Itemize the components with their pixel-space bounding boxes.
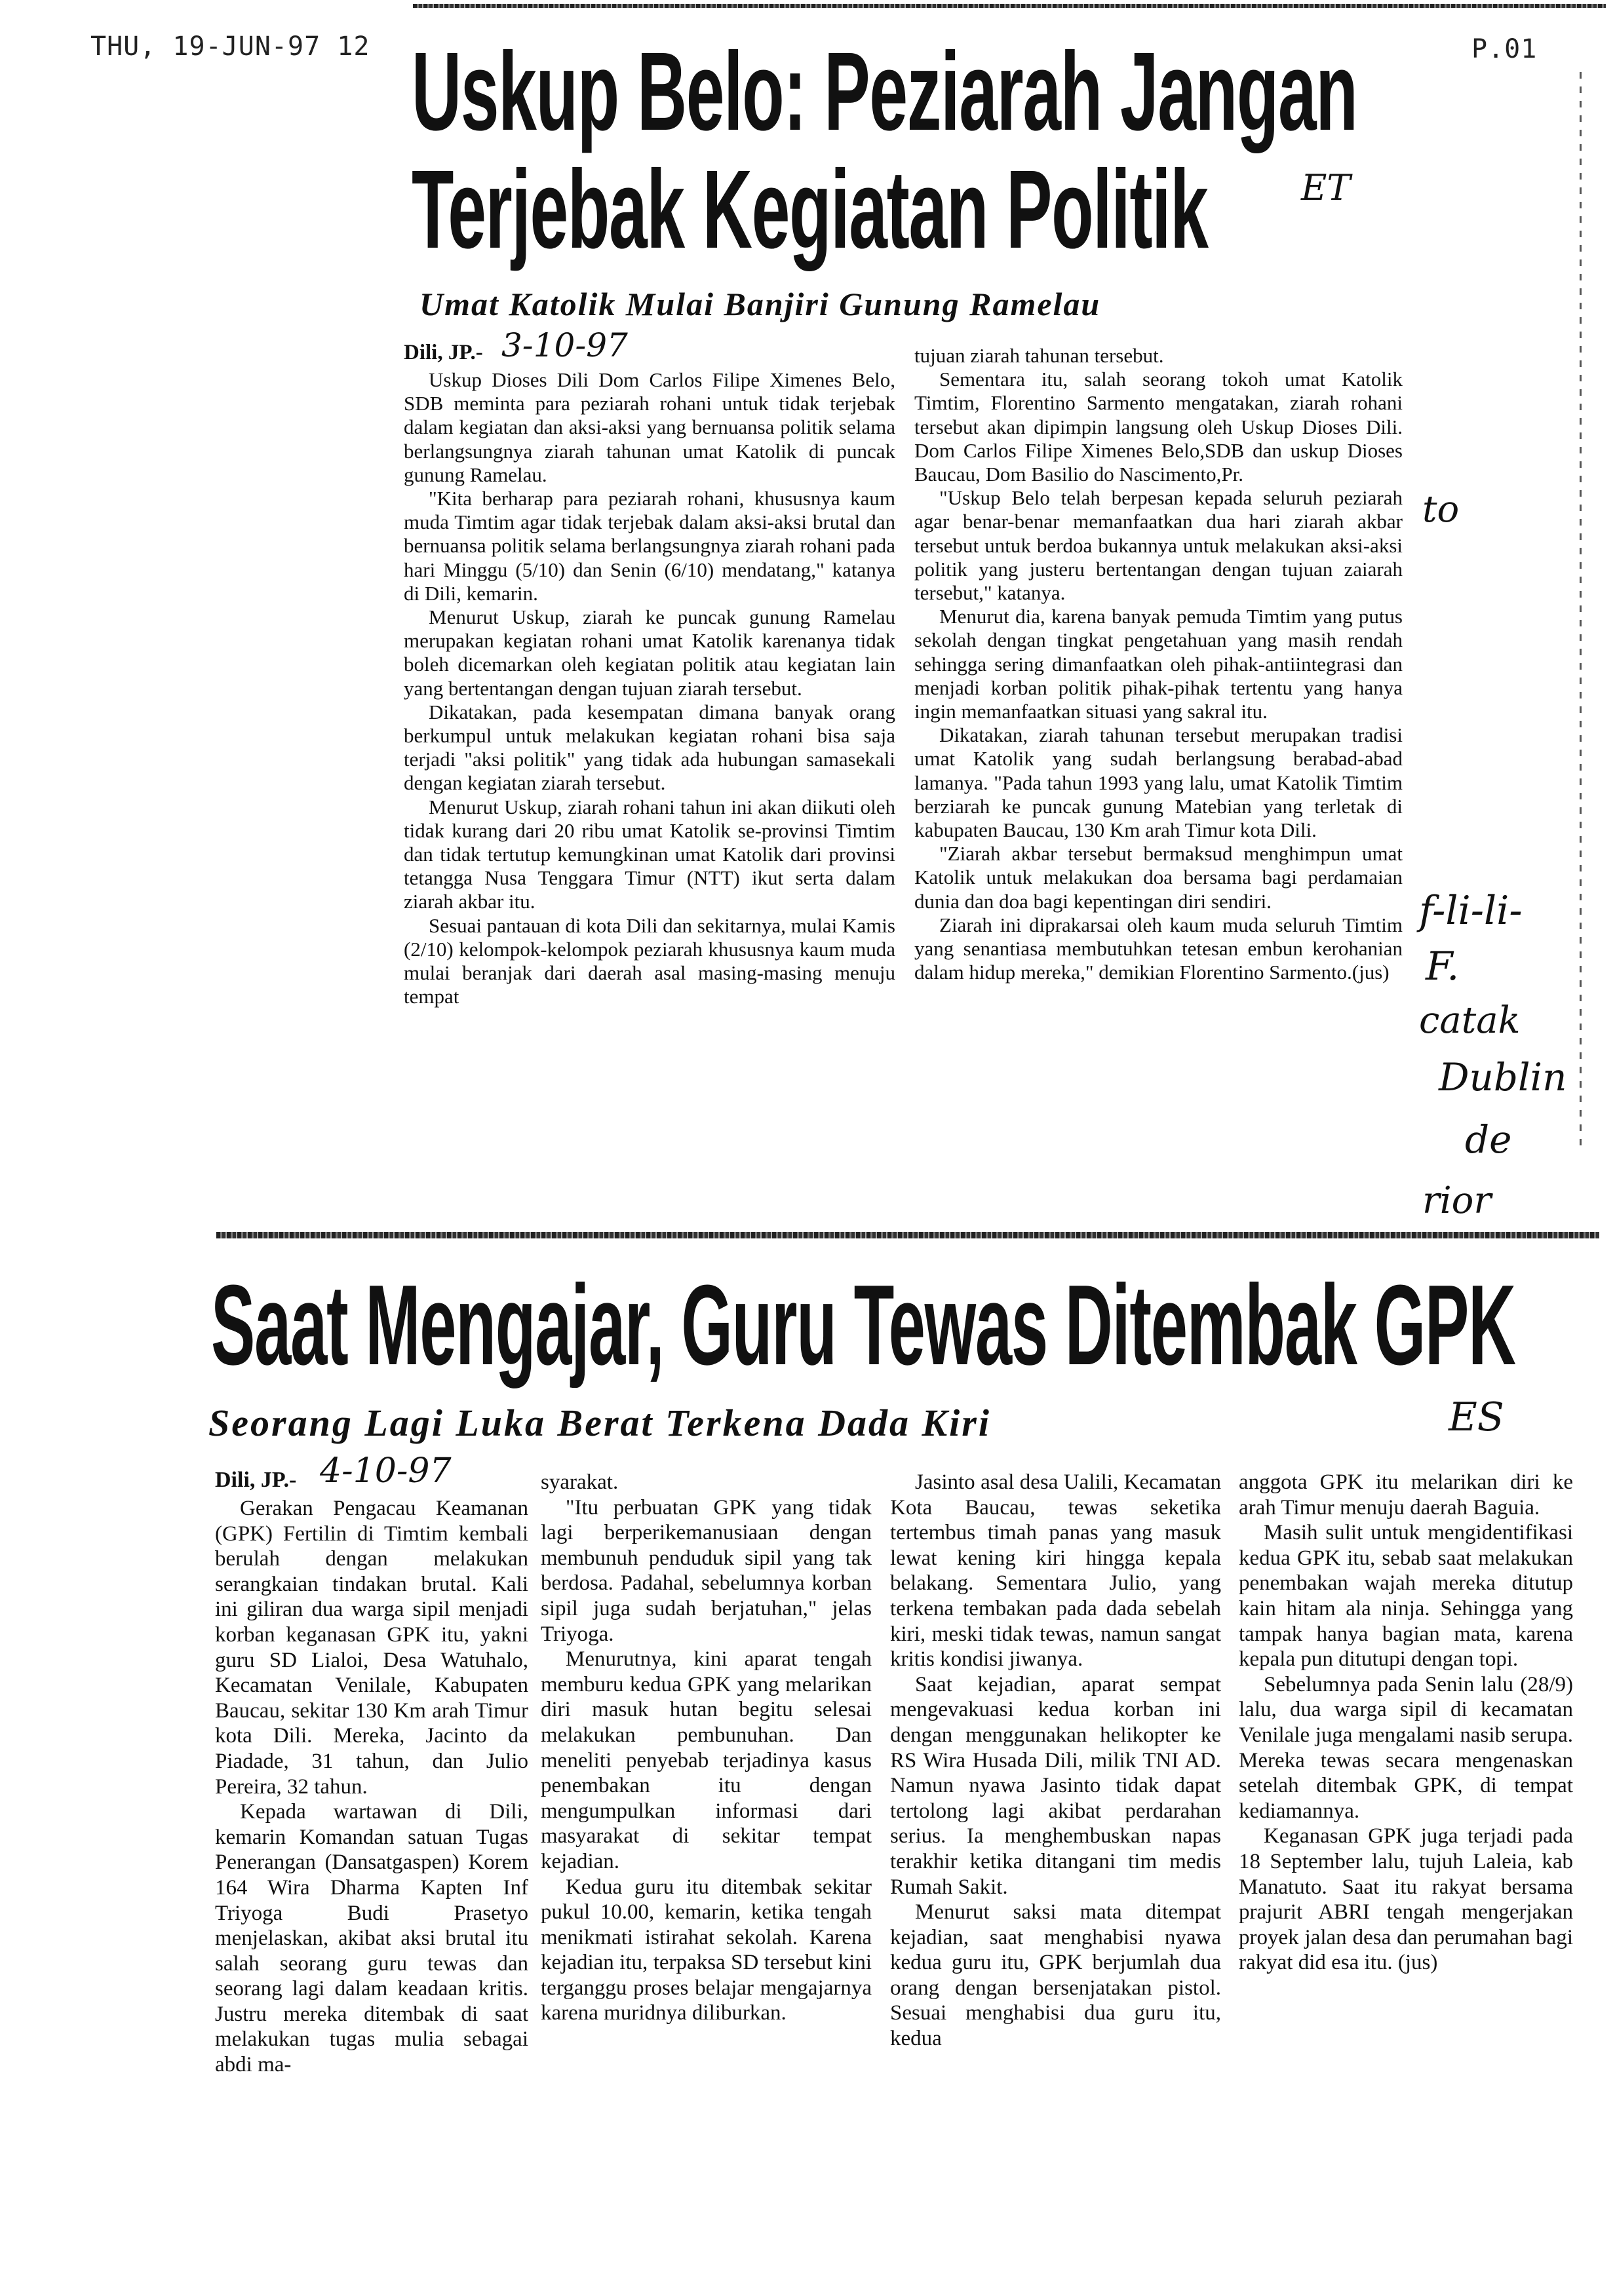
fax-header-left: THU, 19-JUN-97 12 bbox=[90, 31, 370, 62]
paragraph: syarakat. bbox=[541, 1470, 619, 1494]
margin-note: catak bbox=[1419, 999, 1521, 1042]
paragraph: Sebelumnya pada Senin lalu (28/9) lalu, dua warga sipil di kecamatan Venilale juga mengalami nasib serupa. Mereka tewas secara mengenaskan setelah ditembak GPK, di tempat kediamannya. bbox=[1239, 1672, 1573, 1823]
article2-handwritten-date: 4-10-97 bbox=[320, 1451, 452, 1491]
margin-note: f-li-li- bbox=[1419, 888, 1523, 934]
article2-headline: Saat Mengajar, Guru Tewas Ditembak GPK bbox=[211, 1261, 1515, 1388]
paragraph: Jasinto asal desa Ualili, Kecamatan Kota Baucau, tewas seketika tertembus timah panas yang masuk lewat kening kiri hingga kepala belakang. Sementara Julio, yang terkena tembakan pada dada sebelah kiri, meski tidak tewas, namun sangat kritis kondisi jiwanya. bbox=[890, 1470, 1221, 1672]
paragraph: Keganasan GPK juga terjadi pada 18 September lalu, tujuh Laleia, kab Manatuto. Saat itu rakyat bersama prajurit ABRI tengah mengerjakan proyek jalan desa dan perumahan bagi rakyat did esa itu. (jus) bbox=[1239, 1824, 1573, 1975]
paragraph: Gerakan Pengacau Keamanan (GPK) Fertilin di Timtim kembali berulah dengan melakukan serangkaian tindakan brutal. Kali ini giliran dua warga sipil menjadi korban keganasan GPK itu, yakni guru SD Lialoi, Desa Watuhalo, Kecamatan Venilale, Kabupaten Baucau, sekitar 130 Km arah Timur kota Dili. Mereka, Jacinto da Piadade, 31 tahun, dan Julio Pereira, 32 tahun. bbox=[215, 1497, 528, 1799]
margin-note: to bbox=[1422, 488, 1460, 531]
paragraph: Dikatakan, pada kesempatan dimana banyak orang berkumpul untuk melakukan kegiatan rohani bisa saja terjadi "aksi politik" yang tidak ada hubungan samasekali dengan kegiatan ziarah tersebut. bbox=[404, 700, 895, 795]
article1-subheadline: Umat Katolik Mulai Banjiri Gunung Ramelau bbox=[419, 286, 1101, 322]
article2-column-3 bbox=[890, 1470, 1221, 2052]
paragraph: Sementara itu, salah seorang tokoh umat Katolik Timtim, Florentino Sarmento mengatakan, ziarah rohani tersebut akan dipimpin langsung oleh Uskup Dioses Dili. Dom Carlos Filipe Ximenes Belo,SDB dan uskup Dioses Baucau, Dom Basilio do Nascimento,Pr. bbox=[914, 368, 1403, 486]
article2-column-2 bbox=[541, 1470, 872, 2026]
paragraph: Ziarah ini diprakarsai oleh kaum muda seluruh Timtim yang senantiasa membutuhkan tetesan embun kerohanian dalam hidup mereka," demikian Florentino Sarmento.(jus) bbox=[914, 913, 1403, 984]
margin-note: F. bbox=[1426, 944, 1460, 989]
article1-column-2 bbox=[914, 344, 1403, 984]
fax-edge-line bbox=[1580, 72, 1582, 1153]
paragraph: tujuan ziarah tahunan tersebut. bbox=[914, 344, 1164, 367]
article1-handwritten-mark: ET bbox=[1301, 167, 1351, 208]
paragraph: Menurutnya, kini aparat tengah memburu kedua GPK yang melarikan diri masuk hutan begitu selesai melakukan pembunuhan. Dan meneliti penyebab terjadinya kasus penembakan itu dengan mengumpulkan informasi dari masyarakat di sekitar tempat kejadian. bbox=[541, 1647, 872, 1873]
paragraph: Menurut Uskup, ziarah rohani tahun ini akan diikuti oleh tidak kurang dari 20 ribu umat Katolik se-provinsi Timtim dan tidak tertutup kemungkinan umat Katolik dari provinsi tetangga Nusa Tenggara Timur (NTT) ikut serta dalam ziarah akbar itu. bbox=[404, 795, 895, 913]
paragraph: Kedua guru itu ditembak sekitar pukul 10.00, kemarin, ketika tengah menikmati istirahat sekolah. Karena kejadian itu, terpaksa SD tersebut kini terganggu proses belajar mengajarnya karena muridnya diliburkan. bbox=[541, 1875, 872, 2025]
article1-headline-line1: Uskup Belo: Peziarah Jangan bbox=[412, 29, 1357, 154]
article2-handwritten-mark: ES bbox=[1449, 1394, 1504, 1440]
section-divider bbox=[216, 1232, 1599, 1238]
paragraph: Sesuai pantauan di kota Dili dan sekitarnya, mulai Kamis (2/10) kelompok-kelompok peziarah khususnya kaum muda mulai beranjak dari daerah asal masing-masing menuju tempat bbox=[404, 913, 895, 1008]
margin-note: rior bbox=[1422, 1179, 1492, 1222]
paragraph: "Itu perbuatan GPK yang tidak lagi berperikemanusiaan dengan membunuh penduduk sipil yang tak berdosa. Padahal, sebelumnya korban sipil juga sudah berjatuhan," jelas Triyoga. bbox=[541, 1495, 872, 1646]
paragraph: Saat kejadian, aparat sempat mengevakuasi kedua korban ini dengan menggunakan helikopter ke RS Wira Husada Dili, milik TNI AD. Namun nyawa Jasinto tidak dapat tertolong lagi akibat perdarahan serius. Ia menghembuskan napas terakhir ketika ditangani tim medis Rumah Sakit. bbox=[890, 1672, 1221, 1899]
paragraph: Menurut dia, karena banyak pemuda Timtim yang putus sekolah dengan tingkat pengetahuan yang masih rendah sehingga sering dimanfaatkan oleh pihak-antiintegrasi dan menjadi korban politik pihak-pihak tertentu yang hanya ingin memanfaatkan situasi yang sakral itu. bbox=[914, 605, 1403, 723]
article2-column-4 bbox=[1239, 1470, 1573, 1976]
fax-header-page: P.01 bbox=[1471, 34, 1538, 64]
paragraph: Masih sulit untuk mengidentifikasi kedua GPK itu, sebab saat melakukan penembakan wajah mereka ditutup kain hitam ala ninja. Sehingga yang tampak hanya bagian mata, karena kepala pun ditutupi dengan topi. bbox=[1239, 1521, 1573, 1672]
paragraph: anggota GPK itu melarikan diri ke arah Timur menuju daerah Baguia. bbox=[1239, 1470, 1573, 1520]
article2-column-1 bbox=[215, 1496, 528, 2078]
article1-dateline: Dili, JP.- bbox=[404, 341, 483, 364]
margin-note: Dublin bbox=[1439, 1055, 1567, 1100]
article1-column-1 bbox=[404, 368, 895, 1008]
article2-dateline: Dili, JP.- bbox=[215, 1468, 297, 1492]
top-rule bbox=[413, 4, 1606, 8]
article1-headline-line2: Terjebak Kegiatan Politik bbox=[412, 147, 1208, 272]
paragraph: Menurut saksi mata ditempat kejadian, saat menghabisi nyawa kedua guru itu, GPK berjumlah dua orang dengan bersenjatakan pistol. Sesuai menghabisi dua guru itu, kedua bbox=[890, 1900, 1221, 2051]
paragraph: Dikatakan, ziarah tahunan tersebut merupakan tradisi umat Katolik yang sudah berlangsung berabad-abad lamanya. "Pada tahun 1993 yang lalu, umat Katolik Timtim berziarah ke puncak gunung Matebian yang terletak di kabupaten Baucau, 130 Km arah Timur kota Dili. bbox=[914, 723, 1403, 842]
paragraph: Uskup Dioses Dili Dom Carlos Filipe Ximenes Belo, SDB meminta para peziarah rohani untuk tidak terjebak dalam kegiatan dan aksi-aksi yang bernuansa politik selama berlangsungnya ziarah tahunan umat Katolik di puncak gunung Ramelau. bbox=[404, 368, 895, 486]
margin-note: de bbox=[1465, 1117, 1512, 1162]
paragraph: "Uskup Belo telah berpesan kepada seluruh peziarah agar benar-benar memanfaatkan dua hari ziarah akbar tersebut untuk berdoa bukannya untuk melakukan aksi-aksi politik yang justeru bertentangan dengan tujuan zaiarah tersebut," katanya. bbox=[914, 486, 1403, 605]
article1-handwritten-date: 3-10-97 bbox=[501, 326, 628, 364]
article2-subheadline: Seorang Lagi Luka Berat Terkena Dada Kiri bbox=[208, 1402, 991, 1444]
paragraph: Kepada wartawan di Dili, kemarin Komandan satuan Tugas Penerangan (Dansatgaspen) Korem 164 Wira Dharma Kapten Inf Triyoga Budi Prasetyo menjelaskan, akibat aksi brutal itu salah seorang guru tewas dan seorang lagi dalam keadaan kritis. Justru mereka ditembak di saat melakukan tugas mulia sebagai abdi ma- bbox=[215, 1800, 528, 2077]
paragraph: "Kita berharap para peziarah rohani, khususnya kaum muda Timtim agar tidak terjebak dalam aksi-aksi brutal dan bernuansa politik selama berlangsungnya ziarah rohani pada hari Minggu (5/10) dan Senin (6/10) mendatang," katanya di Dili, kemarin. bbox=[404, 487, 895, 605]
paragraph: "Ziarah akbar tersebut bermaksud menghimpun umat Katolik untuk melakukan doa bersama bagi perdamaian dunia dan doa bagi kepentingan diri sendiri. bbox=[914, 842, 1403, 913]
paragraph: Menurut Uskup, ziarah ke puncak gunung Ramelau merupakan kegiatan rohani umat Katolik karenanya tidak boleh dicemarkan oleh kegiatan politik atau kegiatan lain yang bertentangan dengan tujuan ziarah tersebut. bbox=[404, 605, 895, 700]
